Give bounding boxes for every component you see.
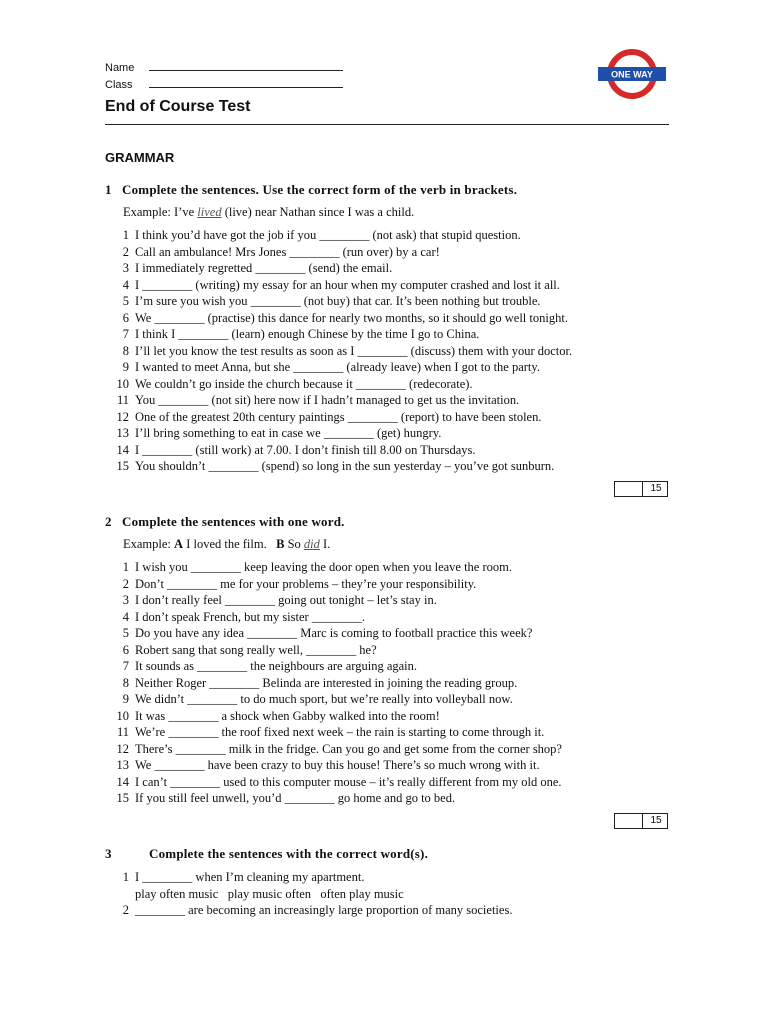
ex2-item [107,708,667,725]
ex1-item [107,227,667,244]
example-2-pre: Example: [123,537,175,551]
title-divider [105,124,669,125]
ex3-item [107,869,667,886]
item-number: 14 [116,442,129,457]
item-number: 12 [116,409,129,424]
item-number: 14 [116,774,129,789]
item-text: I don’t speak French, but my sister ________. [135,609,365,624]
item-text: I think you’d have got the job if you ________ (not ask) that stupid question. [135,228,521,242]
exercise-2-number: 2 [105,514,112,529]
item-text: I immediately regretted ________ (send) the email. [135,261,393,275]
item-text: We ________ have been crazy to buy this house! There’s so much wrong with it. [135,758,540,772]
item-number: 1 [122,870,129,884]
item-text: Do you have any idea ________ Marc is coming to football practice this week? [135,626,533,640]
exercise-3-instruction: Complete the sentences with the correct word(s). [149,846,429,861]
item-number: 15 [116,791,129,805]
item-text: I ________ when I’m cleaning my apartment. [135,870,365,884]
item-number: 7 [122,659,129,673]
section-title: GRAMMAR [105,150,175,165]
example-2-a-label: A [174,537,184,551]
item-text: ________ are becoming an increasingly large proportion of many societies. [135,903,513,917]
item-text: I’m sure you wish you ________ (not buy) that car. It’s been nothing but trouble. [135,294,541,308]
ex3-item [107,902,667,919]
exercise-1-items [107,227,667,475]
item-text: Neither Roger ________ Belinda are interested in joining the reading group. [135,675,518,690]
item-text: If you still feel unwell, you’d ________ go home and go to bed. [135,791,456,805]
item-number: 9 [122,360,129,374]
ex2-item [107,790,667,807]
class-label: Class [105,79,133,91]
exercise-1-heading [105,182,517,198]
item-number: 9 [122,692,129,706]
item-text: It was ________ a shock when Gabby walked into the room! [135,708,440,723]
item-number: 7 [122,327,129,341]
item-text: We didn’t ________ to do much sport, but we’re really into volleyball now. [135,692,513,706]
exercise-2-instruction: Complete the sentences with one word. [122,514,345,529]
example-2-post: I. [319,537,331,551]
item-number: 3 [122,261,129,275]
class-row [105,79,343,91]
example-1-answer: lived [197,205,222,219]
item-number: 3 [122,593,129,607]
item-number: 2 [122,576,129,591]
exercise-2-heading [105,514,345,530]
example-2-a-text: I loved the film. [183,537,277,551]
item-text: You ________ (not sit) here now if I hadn’t managed to get us the invitation. [135,393,520,407]
ex3-item-options [107,886,667,903]
ex2-item [107,609,667,626]
item-text: One of the greatest 20th century paintings ________ (report) to have been stolen. [135,409,542,424]
exercise-3-number: 3 [105,846,112,861]
ex1-item [107,376,667,393]
ex2-item [107,691,667,708]
item-text: I ________ (writing) my essay for an hour when my computer crashed and lost it all. [135,277,560,292]
item-text: You shouldn’t ________ (spend) so long in the sun yesterday – you’ve got sunburn. [135,459,555,473]
ex1-item [107,409,667,426]
item-number: 5 [122,294,129,308]
exercise-2-score: 15 [642,814,669,828]
item-text: It sounds as ________ the neighbours are arguing again. [135,659,418,673]
item-number: 1 [122,228,129,242]
ex2-item [107,658,667,675]
ex2-item [107,757,667,774]
logo-text: ONE WAY [611,69,653,80]
exercise-1-score-box [614,481,668,497]
item-number: 1 [122,560,129,574]
item-number: 5 [122,626,129,640]
exercise-2-items [107,559,667,807]
ex1-item [107,425,667,442]
ex1-item [107,392,667,409]
item-number: 11 [116,393,129,407]
example-2-b-label: B [276,537,285,551]
name-field[interactable] [149,62,343,71]
item-text: I think I ________ (learn) enough Chinese by the time I go to China. [135,327,480,341]
ex1-item [107,326,667,343]
item-text: We couldn’t go inside the church because it ________ (redecorate). [135,376,473,391]
ex1-item [107,293,667,310]
ex2-item [107,592,667,609]
exercise-2-example [123,537,330,552]
item-number: 13 [116,758,129,772]
item-text: I don’t really feel ________ going out tonight – let’s stay in. [135,593,437,607]
ex1-item [107,310,667,327]
item-text: Robert sang that song really well, ________ he? [135,642,377,657]
item-number: 2 [122,903,129,917]
ex2-item [107,774,667,791]
item-number: 15 [116,459,129,473]
example-1-pre: Example: I’ve [123,205,198,219]
ex1-item [107,442,667,459]
exercise-3-items [107,869,667,919]
class-field[interactable] [149,79,343,88]
item-number: 6 [122,310,129,325]
item-text: Don’t ________ me for your problems – they’re your responsibility. [135,576,477,591]
one-way-logo [596,47,668,101]
item-number: 8 [122,343,129,358]
item-text: I wanted to meet Anna, but she ________ (already leave) when I got to the party. [135,360,540,374]
item-number: 11 [116,725,129,739]
item-text: I wish you ________ keep leaving the door open when you leave the room. [135,560,512,574]
exercise-1-number: 1 [105,182,112,197]
item-number: 6 [122,642,129,657]
ex2-item [107,741,667,758]
ex1-item [107,343,667,360]
ex1-item [107,260,667,277]
ex2-item [107,724,667,741]
item-text: We ________ (practise) this dance for nearly two months, so it should go well tonight. [135,310,568,325]
name-row [105,62,343,74]
ex2-item [107,642,667,659]
exercise-1-instruction: Complete the sentences. Use the correct form of the verb in brackets. [122,182,518,197]
exercise-1-example [123,205,414,220]
ex1-item [107,277,667,294]
item-text: I ________ (still work) at 7.00. I don’t finish till 8.00 on Thursdays. [135,442,476,457]
item-options: play often music play music often often play music [135,886,404,901]
ex1-item [107,458,667,475]
example-1-post: (live) near Nathan since I was a child. [221,205,415,219]
example-2-answer: did [303,537,320,551]
item-number: 12 [116,741,129,756]
exercise-1-score: 15 [642,482,669,496]
item-number: 13 [116,426,129,440]
item-text: There’s ________ milk in the fridge. Can you go and get some from the corner shop? [135,741,562,756]
item-text: I’ll bring something to eat in case we ________ (get) hungry. [135,426,442,440]
item-text: I can’t ________ used to this computer mouse – it’s really different from my old one. [135,774,562,789]
ex2-item [107,576,667,593]
item-number: 10 [116,708,129,723]
name-label: Name [105,62,135,74]
item-text: Call an ambulance! Mrs Jones ________ (run over) by a car! [135,244,440,259]
ex1-item [107,244,667,261]
item-text: I’ll let you know the test results as soon as I ________ (discuss) them with your doctor. [135,343,573,358]
item-number: 4 [122,277,129,292]
exercise-2-score-box [614,813,668,829]
ex2-item [107,559,667,576]
ex2-item [107,625,667,642]
item-number: 2 [122,244,129,259]
item-number: 10 [116,376,129,391]
exercise-3-heading [105,846,428,862]
example-2-b-pre: So [284,537,304,551]
item-number: 8 [122,675,129,690]
item-text: We’re ________ the roof fixed next week – the rain is starting to come through it. [135,725,545,739]
item-number: 4 [122,609,129,624]
ex1-item [107,359,667,376]
page-title: End of Course Test [105,98,251,115]
ex2-item [107,675,667,692]
